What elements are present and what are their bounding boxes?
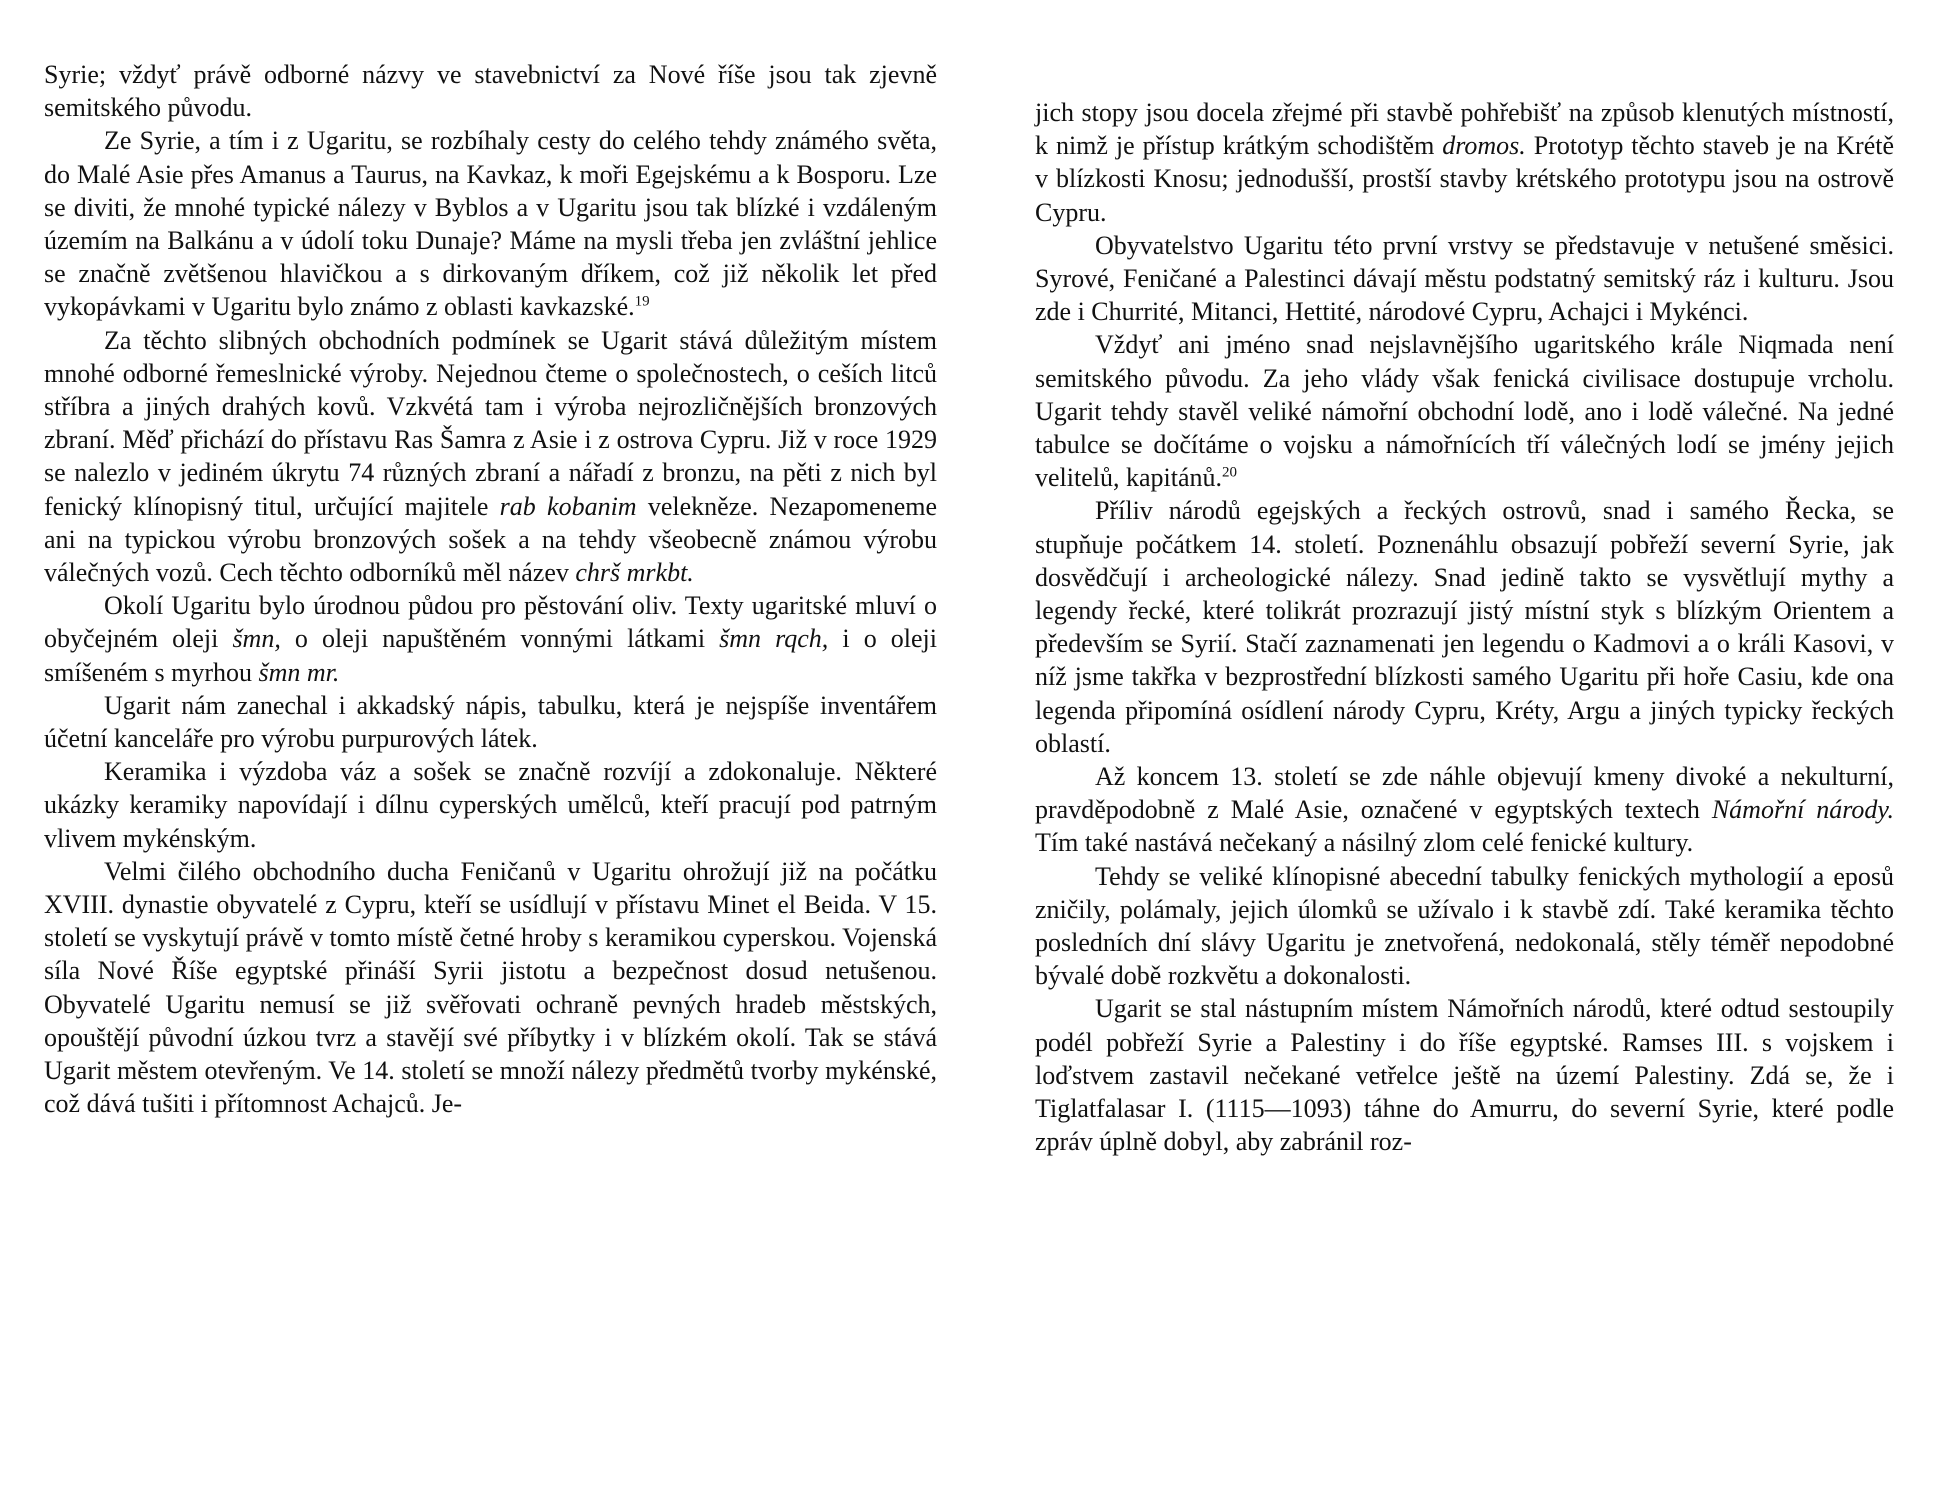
paragraph	[1035, 760, 1894, 860]
text-run: Tím také nastává nečekaný a násilný zlom celé fenické kultury.	[1035, 828, 1694, 858]
footnote-ref: 19	[634, 293, 650, 310]
paragraph	[1035, 860, 1894, 993]
text-run: jich stopy jsou docela zřejmé při stavbě pohřebišť na způsob klenutých místností, k nimž je přístup krátkým schodištěm	[1035, 98, 1894, 161]
paragraph	[1035, 992, 1894, 1158]
paragraph	[1035, 328, 1894, 494]
italic-term: šmn mr.	[258, 657, 340, 687]
text-run: Příliv národů egejských a řeckých ostrovů, snad i samého Řecka, se stupňuje počátkem 14. století. Poznenáhlu obsazují pobřeží severní Syrie, jak dosvědčují i archeologické nálezy. Snad jedině takto se vysvětlují mythy a legendy řecké, které tolikrát prozrazují jistý místní styk s blízkým Orientem a především se Syrií. Stačí zaznamenati jen legendu o Kadmovi a o králi Kasovi, v níž jsme takřka v bezprostřední blízkosti samého Ugaritu při hoře Casiu, kde ona legenda připomíná osídlení národy Cypru, Kréty, Argu a jiných typicky řeckých oblastí.	[1035, 496, 1894, 758]
text-run: Až koncem 13. století se zde náhle objevují kmeny divoké a nekulturní, pravděpodobně z Malé Asie, označené v egyptských textech	[1035, 762, 1894, 825]
italic-term: dromos.	[1442, 131, 1526, 161]
paragraph	[44, 124, 937, 323]
italic-term: rab kobanim	[499, 491, 637, 521]
text-run: Tehdy se veliké klínopisné abecední tabulky fenických mythologií a eposů zničily, polámaly, jejich úlomků se užívalo i k stavbě zdí. Také keramika těchto posledních dní slávy Ugaritu je znetvořená, nedokonalá, stěly téměř nepodobné bývalé době rozkvětu a dokonalosti.	[1035, 861, 1894, 991]
paragraph	[1035, 229, 1894, 329]
text-run: velekněze. Nezapomeneme ani na typickou výrobu bronzových sošek a na tehdy všeobecně známou výrobu válečných vozů. Cech těchto odborníků měl název	[44, 491, 938, 588]
paragraph	[1035, 96, 1894, 229]
text-run: i o oleji smíšeném s myrhou	[44, 624, 937, 687]
paragraph	[1035, 494, 1894, 760]
italic-term: šmn rqch,	[719, 624, 829, 654]
paragraph	[44, 755, 937, 855]
italic-term: Námořní národy.	[1711, 795, 1895, 825]
text-run: Za těchto slibných obchodních podmínek se Ugarit stává důležitým místem mnohé odborné řemeslnické výroby. Nejednou čteme o společnostech, o ceších litců stříbra a jiných drahých kovů. Vzkvétá tam i výroba nejrozličnějších bronzových zbraní. Měď přichází do přístavu Ras Šamra z Asie i z ostrova Cypru. Již v roce 1929 se nalezlo v jediném úkrytu 74 různých zbraní a nářadí z bronzu, na pěti z nich byl fenický klínopisný titul, určující majitele	[44, 325, 937, 521]
text-run: Syrie; vždyť právě odborné názvy ve stavebnictví za Nové říše jsou tak zjevně semitského původu.	[44, 60, 937, 123]
paragraph	[44, 58, 937, 124]
text-run: Velmi čilého obchodního ducha Feničanů v Ugaritu ohrožují již na počátku XVIII. dynastie obyvatelé z Cypru, kteří se usídlují v přístavu Minet el Beida. V 15. století se vyskytují právě v tomto místě četné hroby s keramikou cyperskou. Vojenská síla Nové Říše egyptské přináší Syrii jistotu a bezpečnost dosud netušenou. Obyvatelé Ugaritu nemusí se již svěřovati ochraně pevných hradeb městských, opouštějí původní úzkou tvrz a stavějí své příbytky i v blízkém okolí. Tak se stává Ugarit městem otevřeným. Ve 14. století se množí nálezy předmětů tvorby mykénské, což dává tušiti i přítomnost Achajců. Je-	[44, 856, 937, 1119]
italic-term: šmn,	[232, 624, 281, 654]
text-run: Ugarit se stal nástupním místem Námořních národů, které odtud sestoupily podél pobřeží Syrie a Palestiny i do říše egyptské. Ramses III. s vojskem i loďstvem zastavil nečekané vetřelce ještě na území Palestiny. Zdá se, že i Tiglatfalasar I. (1115—1093) táhne do Amurru, do severní Syrie, které podle zpráv úplně dobyl, aby zabránil roz-	[1035, 994, 1894, 1157]
right-page	[977, 0, 1954, 1500]
text-run: Prototyp těchto staveb je na Krétě v blízkosti Knosu; jednodušší, prostší stavby krétského prototypu jsou na ostrově Cypru.	[1035, 131, 1895, 227]
text-run: Vždyť ani jméno snad nejslavnějšího ugaritského krále Niqmada není semitského původu. Za jeho vlády však fenická civilisace dostupuje vrcholu. Ugarit tehdy stavěl veliké námořní obchodní lodě, ano i lodě válečné. Na jedné tabulce se dočítáme o vojsku a námořnících tří válečných lodí se jmény jejich velitelů, kapitánů.	[1035, 330, 1894, 493]
paragraph	[44, 324, 937, 590]
paragraph	[44, 589, 937, 689]
footnote-ref: 20	[1222, 464, 1238, 481]
text-run: o oleji napuštěném vonnými látkami	[280, 624, 720, 654]
text-run: Keramika i výzdoba váz a sošek se značně rozvíjí a zdokonaluje. Některé ukázky keramiky napovídají i dílnu cyperských umělců, kteří pracují pod patrným vlivem mykénským.	[44, 757, 937, 853]
text-run: Okolí Ugaritu bylo úrodnou půdou pro pěstování oliv. Texty ugaritské mluví o obyčejném oleji	[44, 591, 937, 654]
paragraph	[44, 855, 937, 1121]
text-run: Ugarit nám zanechal i akkadský nápis, tabulku, která je nejspíše inventářem účetní kanceláře pro výrobu purpurových látek.	[44, 690, 937, 754]
paragraph	[44, 689, 937, 755]
italic-term: chrš mrkbt.	[575, 558, 694, 588]
text-run: Ze Syrie, a tím i z Ugaritu, se rozbíhaly cesty do celého tehdy známého světa, do Malé Asie přes Amanus a Taurus, na Kavkaz, k moři Egejskému a k Bosporu. Lze se diviti, že mnohé typické nálezy v Byblos a v Ugaritu jsou tak blízké i vzdáleným územím na Balkánu a v údolí toku Dunaje? Máme na mysli třeba jen zvláštní jehlice se značně zvětšenou hlavičkou a s dirkovaným dříkem, což již několik let před vykopávkami v Ugaritu bylo známo z oblasti kavkazské.	[44, 126, 937, 322]
text-run: Obyvatelstvo Ugaritu této první vrstvy se představuje v netušené směsici. Syrové, Feničané a Palestinci dávají městu podstatný semitský ráz i kulturu. Jsou zde i Churrité, Mitanci, Hettité, národové Cypru, Achajci i Mykénci.	[1035, 230, 1894, 327]
